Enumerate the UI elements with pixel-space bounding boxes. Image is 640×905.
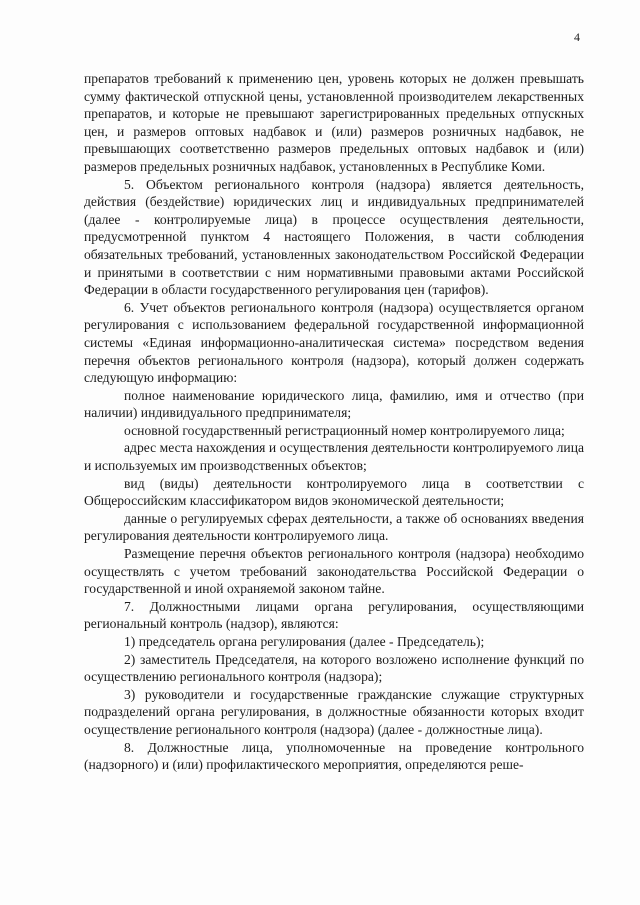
paragraph: полное наименование юридического лица, фамилию, имя и отчество (при наличии) индивидуального предпринимателя; [84,387,584,421]
page-number: 4 [574,30,580,44]
paragraph: 6. Учет объектов регионального контроля (надзора) осуществляется органом регулирования с использованием федеральной государственной информационной системы «Единая информационно-аналитическая система» посредством ведения перечня объектов регионального контроля (надзора), который должен содержать следующую информацию: [84,299,584,386]
paragraph: данные о регулируемых сферах деятельности, а также об основаниях введения регулирования деятельности контролируемого лица. [84,510,584,544]
paragraph: препаратов требований к применению цен, уровень которых не должен превышать сумму фактической отпускной цены, установленной производителем лекарственных препаратов, и которые не превышают зарегистрированных предельных отпускных цен, и размеров оптовых надбавок и (или) размеров розничных надбавок, не превышающих соответственно размеров предельных оптовых надбавок и (или) размеров предельных розничных надбавок, установленных в Республике Коми. [84,71,584,174]
document-body [84,70,584,774]
paragraph: 3) руководители и государственные гражданские служащие структурных подразделений органа регулирования, в должностные обязанности которых входит осуществление регионального контроля (надзора) (далее - должностные лица). [84,686,584,737]
paragraph: вид (виды) деятельности контролируемого лица в соответствии с Общероссийским классификатором видов экономической деятельности; [84,475,584,509]
paragraph: Размещение перечня объектов регионального контроля (надзора) необходимо осуществлять с учетом требований законодательства Российской Федерации о государственной и иной охраняемой законом тайне. [84,546,584,597]
paragraph: 1) председатель органа регулирования (далее - Председатель); [124,634,485,649]
paragraph: 5. Объектом регионального контроля (надзора) является деятельность, действия (бездействие) юридических лиц и индивидуальных предпринимателей (далее - контролируемые лица) в процессе осуществления деятельности, предусмотренной пунктом 4 настоящего Положения, в части соблюдения обязательных требований, установленных законодательством Российской Федерации и принятыми в соответствии с ним нормативными правовыми актами Российской Федерации в области государственного регулирования цен (тарифов). [84,176,584,298]
paragraph: 2) заместитель Председателя, на которого возложено исполнение функций по осуществлению регионального контроля (надзора); [84,651,584,685]
paragraph: 7. Должностными лицами органа регулирования, осуществляющими региональный контроль (надзор), являются: [84,598,584,632]
paragraph: основной государственный регистрационный номер контролируемого лица; [124,422,565,438]
paragraph: 8. Должностные лица, уполномоченные на проведение контрольного (надзорного) и (или) профилактического мероприятия, определяются реше- [84,739,584,773]
paragraph: адрес места нахождения и осуществления деятельности контролируемого лица и используемых им производственных объектов; [84,440,584,474]
